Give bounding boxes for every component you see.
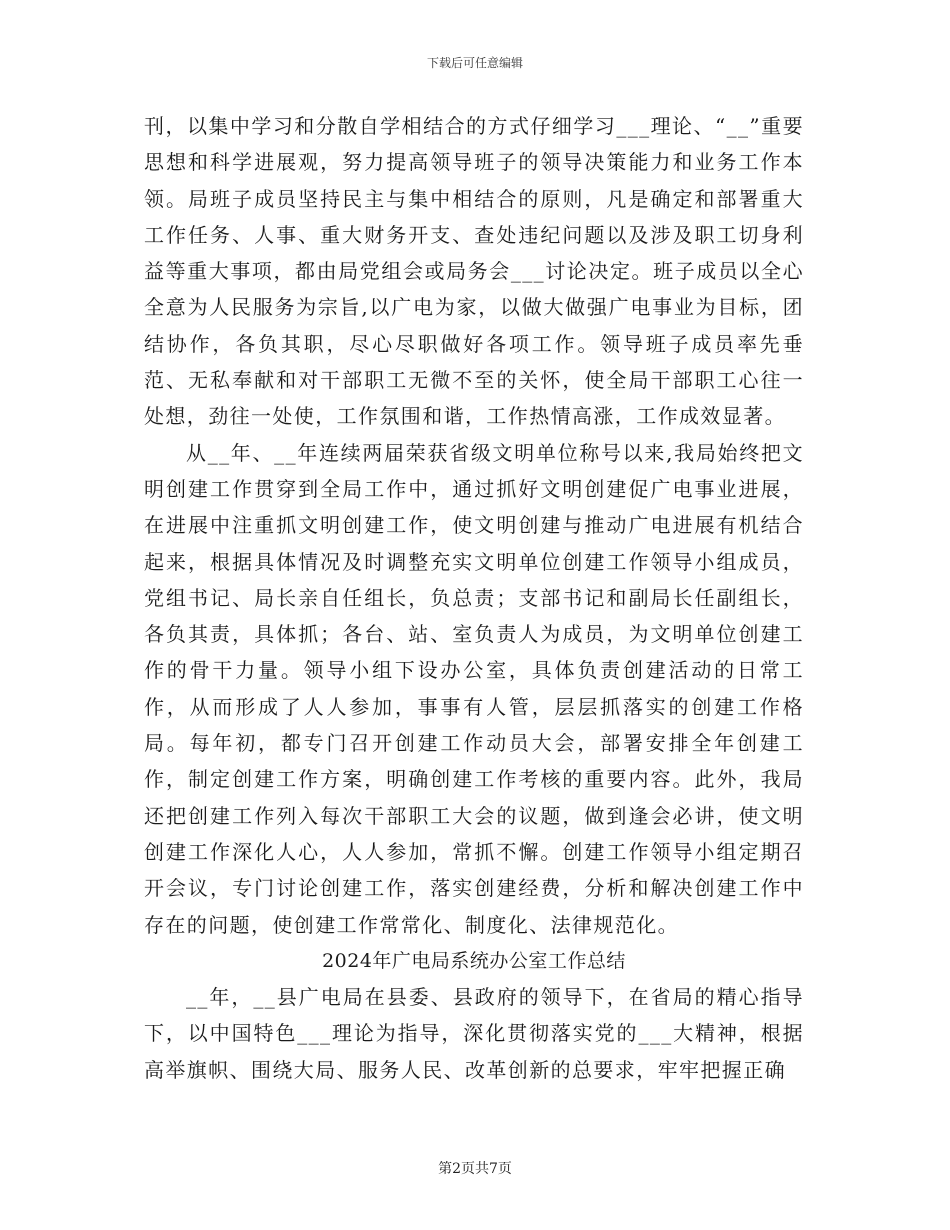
document-body — [144, 108, 804, 1088]
section-title: 2024年广电局系统办公室工作总结 — [322, 949, 626, 972]
paragraph-civilization-building: 从__年、__年连续两届荣获省级文明单位称号以来,我局始终把文明创建工作贯穿到全局工作中，通过抓好文明创建促广电事业进展，在进展中注重抓文明创建工作，使文明创建与推动广电进展有机结合起来，根据具体情况及时调整充实文明单位创建工作领导小组成员，党组书记、局长亲自任组长，负总责；支部书记和副局长任副组长，各负其责，具体抓；各台、站、室负责人为成员，为文明单位创建工作的骨干力量。领导小组下设办公室，具体负责创建活动的日常工作，从而形成了人人参加，事事有人管，层层抓落实的创建工作格局。每年初，都专门召开创建工作动员大会，部署安排全年创建工作，制定创建工作方案，明确创建工作考核的重要内容。此外，我局还把创建工作列入每次干部职工大会的议题，做到逢会必讲，使文明创建工作深化人心，人人参加，常抓不懈。创建工作领导小组定期召开会议，专门讨论创建工作，落实创建经费，分析和解决创建工作中存在的问题，使创建工作常常化、制度化、法律规范化。 — [144, 440, 804, 937]
paragraph-summary-intro: __年，__县广电局在县委、县政府的领导下，在省局的精心指导下，以中国特色___理论为指导，深化贯彻落实党的___大精神，根据高举旗帜、围绕大局、服务人民、改革创新的总要求，牢牢把握正确 — [144, 985, 804, 1082]
page-footer: 第2页共7页 — [438, 1161, 512, 1177]
page-header: 下载后可任意编辑 — [426, 56, 523, 70]
paragraph-continuation: 刊，以集中学习和分散自学相结合的方式仔细学习___理论、“__”重要思想和科学进展观，努力提高领导班子的领导决策能力和业务工作本领。局班子成员坚持民主与集中相结合的原则，凡是确定和部署重大工作任务、人事、重大财务开支、查处违纪问题以及涉及职工切身利益等重大事项，都由局党组会或局务会___讨论决定。班子成员以全心全意为人民服务为宗旨,以广电为家，以做大做强广电事业为目标，团结协作，各负其职，尽心尽职做好各项工作。领导班子成员率先垂范、无私奉献和对干部职工无微不至的关怀，使全局干部职工心往一处想，劲往一处使，工作氛围和谐，工作热情高涨，工作成效显著。 — [144, 114, 804, 429]
